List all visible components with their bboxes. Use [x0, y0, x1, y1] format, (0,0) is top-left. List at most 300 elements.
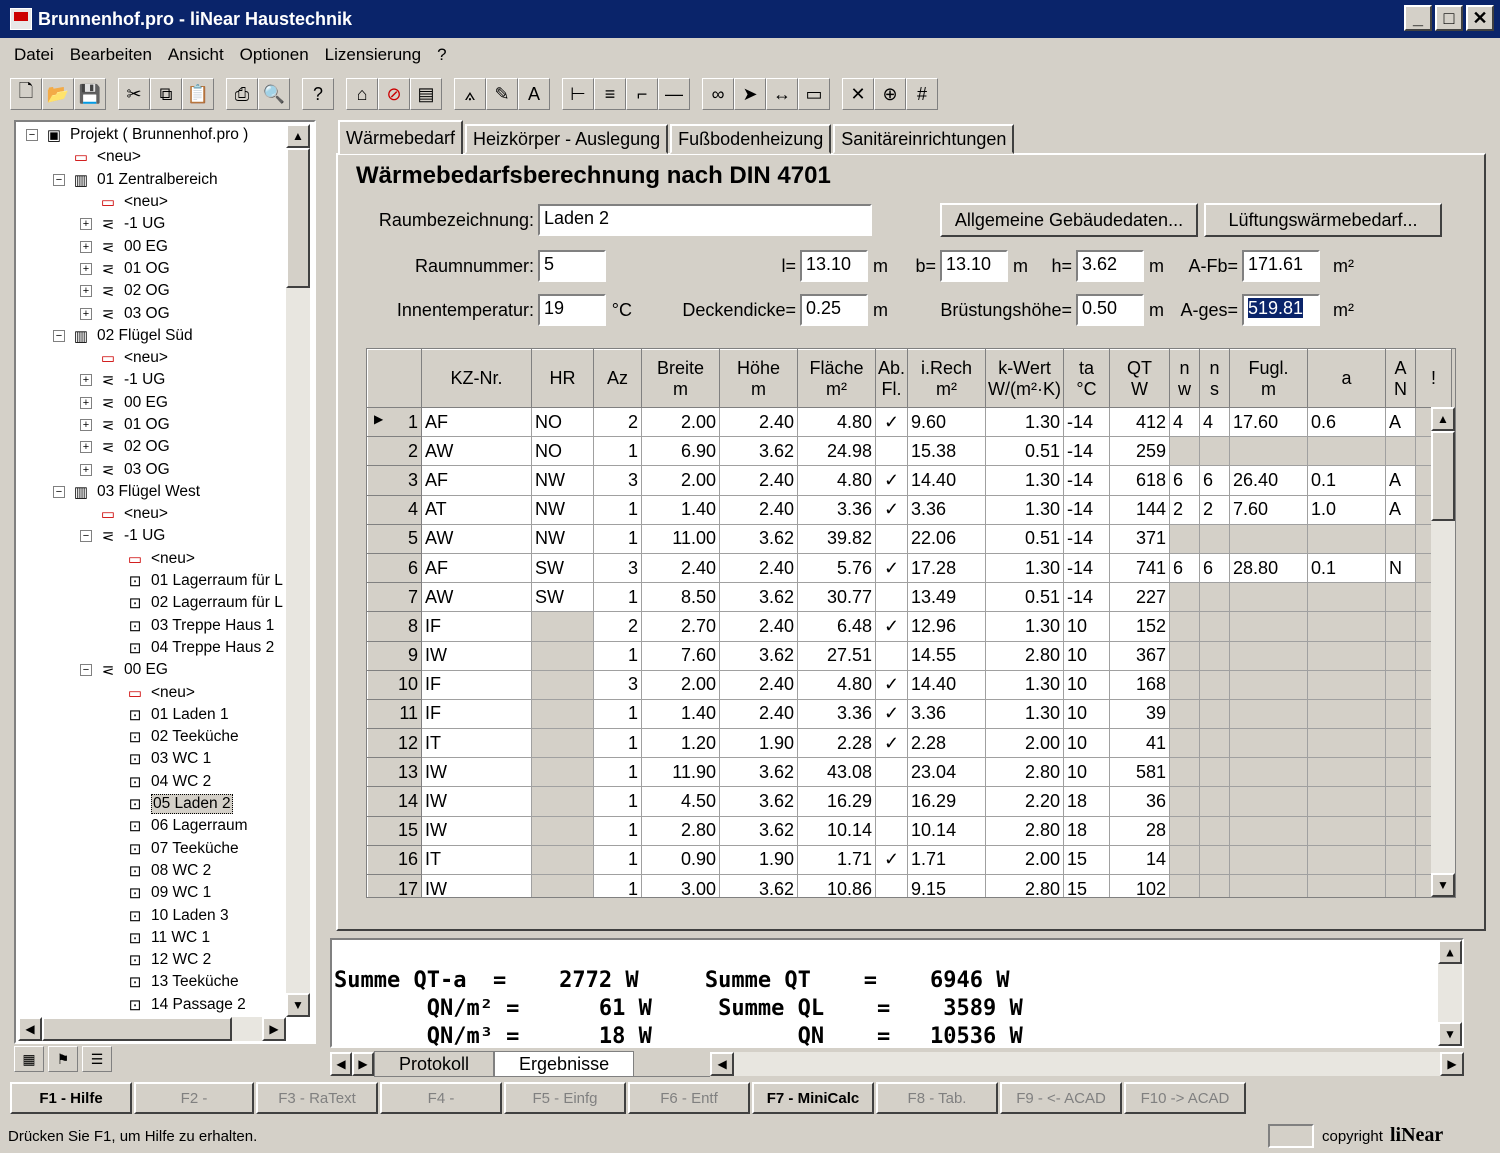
tree-node[interactable]	[18, 949, 286, 971]
table-cell[interactable]	[1230, 875, 1308, 899]
table-cell[interactable]: 1.30	[986, 612, 1064, 641]
table-row[interactable]	[368, 816, 1452, 845]
table-cell[interactable]: 2.00	[642, 466, 720, 495]
table-cell[interactable]: 10.86	[798, 875, 876, 899]
table-cell[interactable]: 227	[1110, 583, 1170, 612]
table-cell[interactable]: 2.00	[642, 670, 720, 699]
table-cell[interactable]: 4.80	[798, 466, 876, 495]
table-cell[interactable]: 14	[1110, 845, 1170, 874]
table-cell[interactable]: 4.80	[798, 408, 876, 437]
gebaeudedaten-button[interactable]: Allgemeine Gebäudedaten...	[940, 203, 1198, 237]
table-row[interactable]	[368, 670, 1452, 699]
table-row[interactable]	[368, 553, 1452, 582]
table-cell[interactable]: 1	[594, 729, 642, 758]
table-row[interactable]	[368, 758, 1452, 787]
table-cell[interactable]: ✓	[876, 466, 908, 495]
table-cell[interactable]: IF	[422, 699, 532, 728]
table-cell[interactable]: 1	[594, 641, 642, 670]
table-cell[interactable]: AW	[422, 583, 532, 612]
pointer-icon[interactable]: ➤	[734, 78, 766, 110]
row-header[interactable]: 2	[368, 437, 422, 466]
table-cell[interactable]: 12.96	[908, 612, 986, 641]
scroll-up-icon[interactable]: ▲	[286, 124, 310, 148]
fkey-button[interactable]: F3 - RaText	[256, 1082, 378, 1114]
bruestung-field[interactable]: 0.50	[1076, 294, 1144, 326]
table-cell[interactable]	[1200, 758, 1230, 787]
grid-icon[interactable]: #	[906, 78, 938, 110]
expand-icon[interactable]: +	[80, 374, 92, 386]
table-cell[interactable]: -14	[1064, 583, 1110, 612]
column-header[interactable]	[532, 350, 594, 408]
table-cell[interactable]: 3.62	[720, 758, 798, 787]
tree-node[interactable]	[18, 525, 286, 547]
table-cell[interactable]: 3	[594, 553, 642, 582]
fkey-button[interactable]: F4 -	[380, 1082, 502, 1114]
table-cell[interactable]: 2.40	[720, 699, 798, 728]
table-cell[interactable]	[1386, 758, 1416, 787]
stairs-icon[interactable]: ⌐	[626, 78, 658, 110]
fkey-button[interactable]: F8 - Tab.	[876, 1082, 998, 1114]
table-cell[interactable]: 412	[1110, 408, 1170, 437]
table-row[interactable]	[368, 583, 1452, 612]
expand-icon[interactable]: +	[80, 464, 92, 476]
dimension-icon[interactable]: ⊢	[562, 78, 594, 110]
tree-node[interactable]	[18, 704, 286, 726]
fkey-button[interactable]: F2 -	[134, 1082, 254, 1114]
table-cell[interactable]: 26.40	[1230, 466, 1308, 495]
table-cell[interactable]: IW	[422, 641, 532, 670]
table-cell[interactable]: AF	[422, 466, 532, 495]
table-cell[interactable]	[1386, 845, 1416, 874]
table-cell[interactable]: 0.51	[986, 524, 1064, 553]
table-cell[interactable]: 1	[594, 524, 642, 553]
table-cell[interactable]: 2.40	[720, 670, 798, 699]
table-cell[interactable]: 10	[1064, 612, 1110, 641]
column-header[interactable]	[642, 350, 720, 408]
table-cell[interactable]: 17.60	[1230, 408, 1308, 437]
tree-node[interactable]	[18, 659, 286, 681]
table-cell[interactable]: 7.60	[1230, 495, 1308, 524]
column-header[interactable]	[368, 350, 422, 408]
row-header[interactable]: 12	[368, 729, 422, 758]
result-scroll-right-icon[interactable]: ▶	[1440, 1052, 1464, 1076]
grid-scroll-down-icon[interactable]: ▼	[1431, 873, 1455, 897]
table-cell[interactable]	[1200, 845, 1230, 874]
table-cell[interactable]	[1170, 875, 1200, 899]
deckendicke-field[interactable]: 0.25	[800, 294, 868, 326]
copy-icon[interactable]: ⧉	[150, 78, 182, 110]
table-cell[interactable]: 1	[594, 758, 642, 787]
column-header[interactable]	[1110, 350, 1170, 408]
table-cell[interactable]	[1170, 437, 1200, 466]
table-cell[interactable]: IW	[422, 816, 532, 845]
table-cell[interactable]: NW	[532, 466, 594, 495]
table-cell[interactable]	[876, 641, 908, 670]
table-cell[interactable]	[1308, 845, 1386, 874]
table-cell[interactable]: 0.1	[1308, 553, 1386, 582]
table-cell[interactable]: 1.30	[986, 553, 1064, 582]
table-cell[interactable]	[1230, 583, 1308, 612]
table-cell[interactable]: A	[1386, 408, 1416, 437]
text-icon[interactable]: A	[518, 78, 550, 110]
table-cell[interactable]: 1.30	[986, 495, 1064, 524]
table-row[interactable]	[368, 495, 1452, 524]
table-cell[interactable]: 6	[1170, 466, 1200, 495]
table-cell[interactable]: 3.00	[642, 875, 720, 899]
table-cell[interactable]: 1.30	[986, 699, 1064, 728]
compass-icon[interactable]: ⟑	[454, 78, 486, 110]
line-icon[interactable]: —	[658, 78, 690, 110]
table-cell[interactable]: 2.40	[720, 466, 798, 495]
table-cell[interactable]	[1170, 670, 1200, 699]
tools-icon[interactable]: ✕	[842, 78, 874, 110]
table-cell[interactable]: ✓	[876, 699, 908, 728]
table-cell[interactable]: 1.40	[642, 495, 720, 524]
stop-icon[interactable]: ⊘	[378, 78, 410, 110]
lueftung-button[interactable]: Lüftungswärmebedarf...	[1204, 203, 1442, 237]
table-cell[interactable]	[1170, 787, 1200, 816]
afb-field[interactable]: 171.61	[1242, 250, 1320, 282]
fkey-button[interactable]: F7 - MiniCalc	[752, 1082, 874, 1114]
table-cell[interactable]: -14	[1064, 495, 1110, 524]
scroll-thumb[interactable]	[286, 148, 310, 288]
tree-node[interactable]	[18, 258, 286, 280]
table-cell[interactable]: 5.76	[798, 553, 876, 582]
table-cell[interactable]: 10.14	[798, 816, 876, 845]
table-cell[interactable]: IF	[422, 612, 532, 641]
table-cell[interactable]: 18	[1064, 787, 1110, 816]
table-cell[interactable]: SW	[532, 553, 594, 582]
row-header[interactable]: 6	[368, 553, 422, 582]
table-cell[interactable]: IT	[422, 845, 532, 874]
table-cell[interactable]	[1386, 875, 1416, 899]
expand-icon[interactable]: +	[80, 419, 92, 431]
table-cell[interactable]	[876, 524, 908, 553]
table-cell[interactable]	[1170, 729, 1200, 758]
table-cell[interactable]: ✓	[876, 495, 908, 524]
row-header[interactable]: 15	[368, 816, 422, 845]
row-header[interactable]: 17	[368, 875, 422, 899]
table-cell[interactable]: 1.30	[986, 466, 1064, 495]
tree-node[interactable]	[18, 481, 286, 503]
tree-node[interactable]	[18, 235, 286, 257]
length-field[interactable]: 13.10	[800, 250, 868, 282]
tree-node[interactable]	[18, 124, 286, 146]
table-cell[interactable]: 2	[594, 612, 642, 641]
width-field[interactable]: 13.10	[940, 250, 1008, 282]
help-icon[interactable]: ?	[302, 78, 334, 110]
table-row[interactable]	[368, 641, 1452, 670]
row-header[interactable]: 10	[368, 670, 422, 699]
table-cell[interactable]: 3.36	[798, 699, 876, 728]
table-cell[interactable]	[1170, 816, 1200, 845]
table-cell[interactable]: 2.40	[720, 553, 798, 582]
fkey-button[interactable]: F5 - Einfg	[504, 1082, 626, 1114]
table-cell[interactable]: 2.80	[986, 875, 1064, 899]
tree-node[interactable]	[18, 882, 286, 904]
table-cell[interactable]: AW	[422, 524, 532, 553]
result-scroll-left-icon[interactable]: ◀	[710, 1052, 734, 1076]
hscroll-thumb[interactable]	[42, 1017, 232, 1041]
table-cell[interactable]: 2	[1200, 495, 1230, 524]
expand-icon[interactable]: +	[80, 441, 92, 453]
table-row[interactable]	[368, 729, 1452, 758]
frame-icon[interactable]: ▭	[798, 78, 830, 110]
table-cell[interactable]	[1200, 699, 1230, 728]
table-cell[interactable]: 3.62	[720, 787, 798, 816]
collapse-icon[interactable]: −	[53, 486, 65, 498]
close-button[interactable]: ✕	[1466, 5, 1494, 31]
table-cell[interactable]: 2.40	[720, 408, 798, 437]
table-cell[interactable]: 11.00	[642, 524, 720, 553]
table-cell[interactable]	[1170, 699, 1200, 728]
table-cell[interactable]	[1200, 729, 1230, 758]
expand-icon[interactable]: +	[80, 241, 92, 253]
scroll-down-icon[interactable]: ▼	[286, 993, 310, 1017]
table-cell[interactable]	[1230, 670, 1308, 699]
table-cell[interactable]: 8.50	[642, 583, 720, 612]
table-cell[interactable]	[1170, 641, 1200, 670]
print-icon[interactable]: ⎙	[226, 78, 258, 110]
tree-node[interactable]	[18, 369, 286, 391]
table-cell[interactable]: 1.40	[642, 699, 720, 728]
tree-node[interactable]	[18, 726, 286, 748]
row-header[interactable]: 9	[368, 641, 422, 670]
menu-bearbeiten[interactable]: Bearbeiten	[69, 45, 152, 64]
menu-help[interactable]: ?	[437, 45, 447, 64]
tree-node[interactable]	[18, 971, 286, 993]
table-cell[interactable]: 0.90	[642, 845, 720, 874]
tabs-left-icon[interactable]: ◀	[330, 1052, 352, 1076]
table-cell[interactable]: 15	[1064, 875, 1110, 899]
table-cell[interactable]: 1	[594, 437, 642, 466]
open-folder-icon[interactable]: 📂	[42, 78, 74, 110]
cut-icon[interactable]: ✂	[118, 78, 150, 110]
table-cell[interactable]: 17.28	[908, 553, 986, 582]
table-cell[interactable]: 6	[1200, 466, 1230, 495]
table-cell[interactable]	[1308, 583, 1386, 612]
table-cell[interactable]: 1	[594, 583, 642, 612]
table-cell[interactable]: 2.80	[986, 758, 1064, 787]
table-cell[interactable]: 10	[1064, 729, 1110, 758]
row-header[interactable]: 8	[368, 612, 422, 641]
table-cell[interactable]: -14	[1064, 408, 1110, 437]
table-cell[interactable]	[1230, 787, 1308, 816]
tree-node[interactable]	[18, 213, 286, 235]
table-cell[interactable]: 2	[594, 408, 642, 437]
table-cell[interactable]	[532, 729, 594, 758]
column-header[interactable]	[908, 350, 986, 408]
table-cell[interactable]: 6.90	[642, 437, 720, 466]
table-cell[interactable]	[1386, 437, 1416, 466]
table-cell[interactable]	[1308, 670, 1386, 699]
table-cell[interactable]: NO	[532, 408, 594, 437]
table-cell[interactable]: 1	[594, 495, 642, 524]
table-row[interactable]	[368, 437, 1452, 466]
table-cell[interactable]: 618	[1110, 466, 1170, 495]
table-cell[interactable]	[532, 845, 594, 874]
table-cell[interactable]	[1230, 816, 1308, 845]
table-cell[interactable]	[1308, 612, 1386, 641]
table-cell[interactable]: 43.08	[798, 758, 876, 787]
building-icon[interactable]: ▤	[410, 78, 442, 110]
table-cell[interactable]: 18	[1064, 816, 1110, 845]
table-cell[interactable]: 2.20	[986, 787, 1064, 816]
table-cell[interactable]	[1200, 437, 1230, 466]
table-row[interactable]	[368, 408, 1452, 437]
table-cell[interactable]: -14	[1064, 524, 1110, 553]
row-header[interactable]	[368, 408, 422, 437]
table-cell[interactable]: 1	[594, 816, 642, 845]
table-cell[interactable]	[1170, 612, 1200, 641]
table-row[interactable]	[368, 875, 1452, 899]
tree-node[interactable]	[18, 570, 286, 592]
table-cell[interactable]	[876, 787, 908, 816]
table-row[interactable]	[368, 524, 1452, 553]
table-cell[interactable]: 581	[1110, 758, 1170, 787]
expand-icon[interactable]: +	[80, 218, 92, 230]
table-cell[interactable]: IF	[422, 670, 532, 699]
column-header[interactable]	[1200, 350, 1230, 408]
expand-icon[interactable]: +	[80, 397, 92, 409]
row-header[interactable]: 5	[368, 524, 422, 553]
table-cell[interactable]: 1.71	[798, 845, 876, 874]
table-cell[interactable]: 1.30	[986, 670, 1064, 699]
table-cell[interactable]: 39	[1110, 699, 1170, 728]
measure-icon[interactable]: ↔	[766, 78, 798, 110]
table-cell[interactable]: 1.20	[642, 729, 720, 758]
list-view-icon[interactable]: ☰	[82, 1046, 112, 1072]
tree-node[interactable]	[18, 637, 286, 659]
table-cell[interactable]: 0.51	[986, 437, 1064, 466]
grid-scroll-up-icon[interactable]: ▲	[1431, 407, 1455, 431]
table-cell[interactable]: 13.49	[908, 583, 986, 612]
summary-scroll-down-icon[interactable]: ▼	[1438, 1022, 1462, 1046]
table-cell[interactable]	[1308, 729, 1386, 758]
table-cell[interactable]	[876, 437, 908, 466]
table-cell[interactable]: IW	[422, 875, 532, 899]
table-cell[interactable]: 2.28	[798, 729, 876, 758]
table-cell[interactable]: 28	[1110, 816, 1170, 845]
table-cell[interactable]: 10.14	[908, 816, 986, 845]
table-cell[interactable]: 10	[1064, 670, 1110, 699]
table-cell[interactable]: 168	[1110, 670, 1170, 699]
table-cell[interactable]: ✓	[876, 408, 908, 437]
tree-node[interactable]	[18, 302, 286, 324]
table-cell[interactable]: 3.62	[720, 641, 798, 670]
table-cell[interactable]: 9.60	[908, 408, 986, 437]
menu-lizensierung[interactable]: Lizensierung	[324, 45, 422, 64]
tree-node[interactable]	[18, 146, 286, 168]
table-row[interactable]	[368, 699, 1452, 728]
table-cell[interactable]: -14	[1064, 437, 1110, 466]
table-cell[interactable]: 10	[1064, 699, 1110, 728]
table-cell[interactable]: 4.50	[642, 787, 720, 816]
table-cell[interactable]: 14.55	[908, 641, 986, 670]
table-cell[interactable]: AW	[422, 437, 532, 466]
table-cell[interactable]: 3	[594, 466, 642, 495]
table-cell[interactable]	[1230, 845, 1308, 874]
tree-node[interactable]	[18, 548, 286, 570]
table-cell[interactable]	[1170, 845, 1200, 874]
table-cell[interactable]: 14.40	[908, 670, 986, 699]
tree-node[interactable]	[18, 793, 286, 815]
table-cell[interactable]: 6	[1200, 553, 1230, 582]
tree-node[interactable]	[18, 838, 286, 860]
table-cell[interactable]	[532, 787, 594, 816]
fkey-button[interactable]: F9 - <- ACAD	[1000, 1082, 1122, 1114]
column-header[interactable]	[594, 350, 642, 408]
table-cell[interactable]: 3.62	[720, 437, 798, 466]
table-cell[interactable]: 4	[1170, 408, 1200, 437]
tree-node[interactable]	[18, 392, 286, 414]
table-cell[interactable]: IW	[422, 787, 532, 816]
column-header[interactable]	[1064, 350, 1110, 408]
menu-ansicht[interactable]: Ansicht	[167, 45, 224, 64]
table-cell[interactable]: 36	[1110, 787, 1170, 816]
table-cell[interactable]	[1308, 787, 1386, 816]
row-header[interactable]: 16	[368, 845, 422, 874]
summary-scroll-up-icon[interactable]: ▲	[1438, 940, 1462, 964]
result-hscroll[interactable]	[734, 1052, 1440, 1076]
table-cell[interactable]: 11.90	[642, 758, 720, 787]
tabs-right-icon[interactable]: ▶	[352, 1052, 374, 1076]
tree-node[interactable]	[18, 615, 286, 637]
table-cell[interactable]: NW	[532, 495, 594, 524]
table-cell[interactable]: 3.62	[720, 583, 798, 612]
table-cell[interactable]	[1230, 524, 1308, 553]
table-cell[interactable]	[532, 670, 594, 699]
table-cell[interactable]: 152	[1110, 612, 1170, 641]
table-cell[interactable]: 3.62	[720, 524, 798, 553]
table-cell[interactable]	[1230, 729, 1308, 758]
table-cell[interactable]: 0.6	[1308, 408, 1386, 437]
table-cell[interactable]	[1386, 787, 1416, 816]
column-header[interactable]	[1386, 350, 1416, 408]
table-cell[interactable]: 2.80	[986, 816, 1064, 845]
collapse-icon[interactable]: −	[53, 174, 65, 186]
pencil-icon[interactable]: ✎	[486, 78, 518, 110]
table-cell[interactable]	[1308, 524, 1386, 553]
row-header[interactable]: 3	[368, 466, 422, 495]
row-header[interactable]: 13	[368, 758, 422, 787]
menu-optionen[interactable]: Optionen	[239, 45, 309, 64]
tree-node[interactable]	[18, 280, 286, 302]
table-cell[interactable]: 2.40	[720, 495, 798, 524]
table-cell[interactable]: 16.29	[798, 787, 876, 816]
print-preview-icon[interactable]: 🔍	[258, 78, 290, 110]
tab-fussbodenheizung[interactable]: Fußbodenheizung	[670, 124, 831, 154]
table-cell[interactable]: 1.0	[1308, 495, 1386, 524]
column-header[interactable]	[1230, 350, 1308, 408]
table-cell[interactable]: -14	[1064, 553, 1110, 582]
table-cell[interactable]: 39.82	[798, 524, 876, 553]
table-cell[interactable]: 27.51	[798, 641, 876, 670]
tab-ergebnisse[interactable]: Ergebnisse	[494, 1051, 634, 1077]
binoculars-icon[interactable]: ∞	[702, 78, 734, 110]
table-cell[interactable]	[1170, 583, 1200, 612]
collapse-icon[interactable]: −	[80, 530, 92, 542]
table-cell[interactable]	[876, 875, 908, 899]
collapse-icon[interactable]: −	[80, 664, 92, 676]
table-cell[interactable]: 2.00	[986, 729, 1064, 758]
table-cell[interactable]: 15.38	[908, 437, 986, 466]
menu-datei[interactable]: Datei	[14, 45, 54, 64]
tab-sanitaer[interactable]: Sanitäreinrichtungen	[833, 124, 1014, 154]
table-cell[interactable]: 7.60	[642, 641, 720, 670]
table-cell[interactable]: 2.40	[642, 553, 720, 582]
table-cell[interactable]: AF	[422, 408, 532, 437]
